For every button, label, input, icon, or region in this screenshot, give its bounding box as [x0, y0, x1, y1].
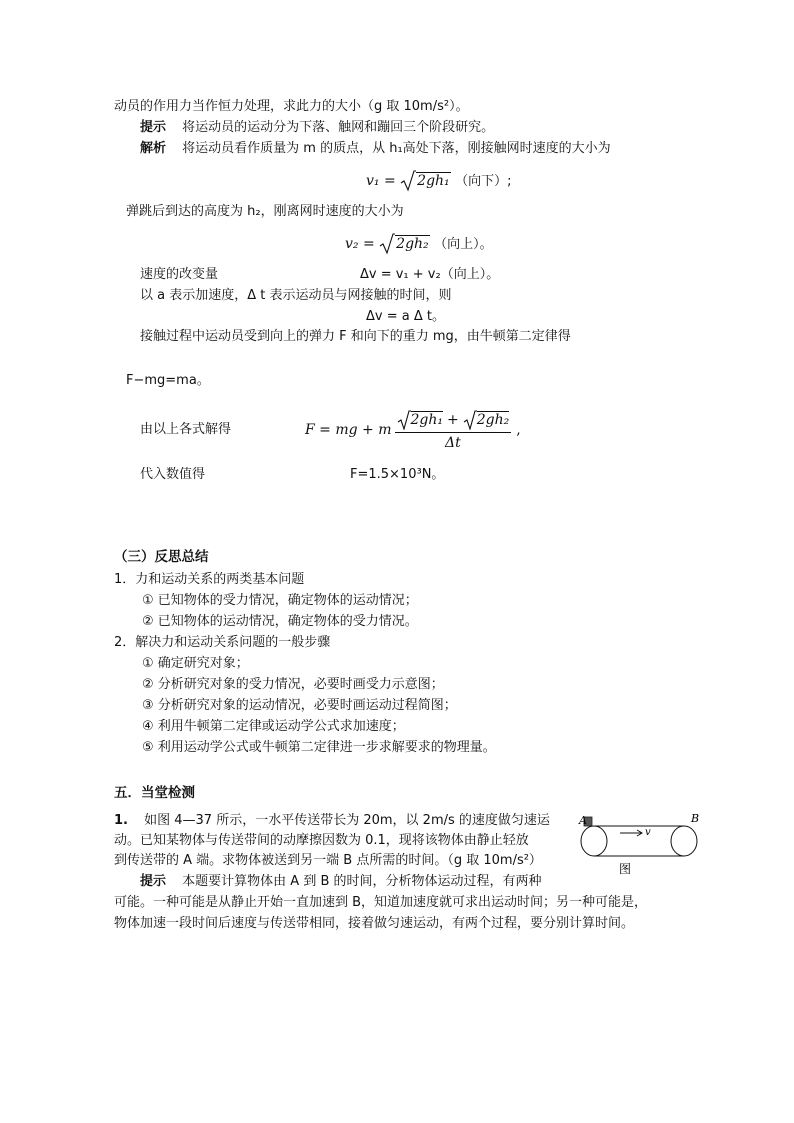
check-title: 五．当堂检测	[114, 785, 195, 801]
right-pulley-icon	[671, 826, 697, 856]
equation-v2-note: （向上）。	[434, 237, 493, 252]
velocity-change-equation: Δv = v₁ + v₂（向上）。	[360, 267, 500, 282]
equation-v2-radicand: 2gh₂	[396, 236, 429, 252]
rebound-line: 弹跳后到达的高度为 h₂，刚离网时速度的大小为	[126, 204, 404, 219]
point-a-label: A	[579, 814, 587, 827]
question-text-1: 如图 4—37 所示，一水平传送带长为 20m，以 2m/s 的速度做匀速运	[144, 813, 550, 828]
reflect-step: ⑤ 利用运动学公式或牛顿第二定律进一步求解要求的物理量。	[142, 740, 496, 755]
equation-v1	[366, 170, 512, 192]
fraction-numerator	[395, 410, 512, 433]
analysis-text: 将运动员看作质量为 m 的质点，从 h₁高处下落，刚接触网时速度的大小为	[182, 141, 611, 156]
check-hint-text-1: 本题要计算物体由 A 到 B 的时间，分析物体运动过程，有两种	[182, 874, 542, 889]
velocity-change-label: 速度的改变量	[140, 267, 219, 282]
force-formula-fraction	[395, 410, 512, 451]
sqrt-sign-icon	[463, 410, 477, 430]
hint-text: 将运动员的运动分为下落、触网和蹦回三个阶段研究。	[182, 120, 495, 135]
numerator-plus: +	[447, 411, 459, 428]
reflect-step: ② 分析研究对象的受力情况，必要时画受力示意图；	[142, 677, 444, 692]
solve-label: 由以上各式解得	[140, 422, 232, 437]
point-b-label: B	[691, 812, 700, 825]
reflect-title: （三）反思总结	[114, 549, 209, 565]
equation-v2	[345, 233, 493, 255]
question-number: 1.	[114, 813, 128, 828]
check-hint-line-2: 可能。一种可能是从静止开始一直加速到 B，知道加速度就可求出运动时间；另一种可能是，	[114, 895, 648, 910]
equation-v2-lhs: v₂ =	[345, 236, 375, 252]
contact-force-line: 接触过程中运动员受到向上的弹力 F 和向下的重力 mg，由牛顿第二定律得	[140, 329, 571, 344]
equation-v1-note: （向下）;	[455, 174, 512, 189]
sqrt-sign-icon	[379, 233, 395, 255]
sqrt-sign-icon	[400, 170, 416, 192]
question-line-2: 动。已知某物体与传送带间的动摩擦因数为 0.1，现将该物体由静止轻放	[114, 833, 529, 848]
analysis-line	[140, 140, 611, 158]
analysis-label: 解析	[140, 141, 167, 156]
equation-v1-radicand: 2gh₁	[417, 173, 450, 189]
sqrt-sign-icon	[397, 410, 411, 430]
question-line-1	[114, 812, 550, 830]
hint-line	[140, 119, 494, 137]
acceleration-equation: Δv = a Δ t。	[366, 309, 445, 324]
figure-caption: 图	[619, 862, 632, 876]
reflect-step: ① 确定研究对象；	[142, 656, 249, 671]
reflect-item-2: 2．解决力和运动关系问题的一般步骤	[114, 635, 331, 650]
problem-continuation: 动员的作用力当作恒力处理，求此力的大小（g 取 10m/s²）。	[114, 99, 469, 114]
hint-label: 提示	[140, 120, 167, 135]
reflect-item-1: 1．力和运动关系的两类基本问题	[114, 572, 305, 587]
numerator-term-2: 2gh₂	[476, 412, 510, 428]
question-line-3: 到传送带的 A 端。求物体被送到另一端 B 点所需的时间。（g 取 10m/s²）	[114, 853, 542, 868]
substitute-result: F=1.5×10³N。	[350, 467, 445, 482]
numerator-term-1: 2gh₁	[410, 412, 443, 428]
newton-equation: F−mg=ma。	[126, 373, 210, 388]
equation-v1-lhs: v₁ =	[366, 173, 396, 189]
reflect-item-1a: ① 已知物体的受力情况，确定物体的运动情况；	[142, 593, 418, 608]
force-formula-comma: ,	[516, 422, 521, 438]
acceleration-line: 以 a 表示加速度，Δ t 表示运动员与网接触的时间，则	[140, 288, 452, 303]
left-pulley-icon	[581, 826, 607, 856]
reflect-step: ③ 分析研究对象的运动情况，必要时画运动过程简图；	[142, 698, 457, 713]
velocity-label: v	[645, 827, 651, 838]
check-hint-line-1	[140, 873, 542, 891]
force-formula	[305, 400, 521, 460]
reflect-item-1b: ② 已知物体的运动情况，确定物体的受力情况。	[142, 614, 418, 629]
reflect-step: ④ 利用牛顿第二定律或运动学公式求加速度；	[142, 719, 405, 734]
check-hint-label: 提示	[140, 874, 167, 889]
check-hint-line-3: 物体加速一段时间后速度与传送带相同，接着做匀速运动，有两个过程，要分别计算时间。	[114, 916, 635, 931]
substitute-label: 代入数值得	[140, 467, 206, 482]
conveyor-belt-figure	[576, 812, 700, 878]
force-formula-lhs: F = mg + m	[305, 422, 392, 438]
fraction-denominator: Δt	[444, 434, 461, 451]
